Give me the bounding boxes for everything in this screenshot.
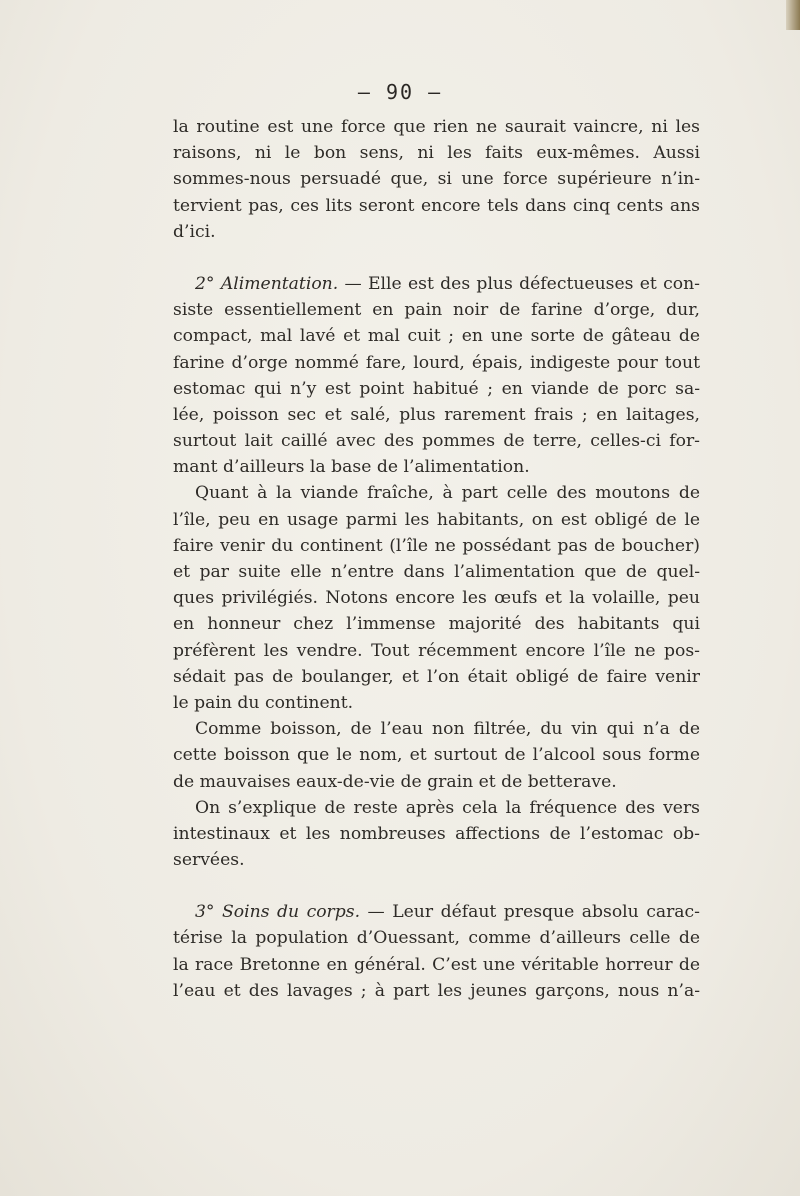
section-soins-du-corps [173,899,700,1004]
section-heading-line [173,899,700,925]
text-line: en honneur chez l’immense majorité des habitants qui [173,614,700,635]
paragraph-viande [173,480,700,716]
text-line: farine d’orge nommé fare, lourd, épais, indigeste pour tout [173,352,700,373]
section-alimentation [173,271,700,481]
text-line: ques privilégiés. Notons encore les œufs et la volaille, peu [173,588,700,609]
text-line: Quant à la viande fraîche, à part celle des moutons de [195,483,700,504]
text-line: mant d’ailleurs la base de l’alimentation. [173,457,530,478]
page-number: — 90 — [357,80,443,104]
section-gap [173,873,700,899]
text-line: servées. [173,850,245,871]
text-line: surtout lait caillé avec des pommes de terre, celles-ci for- [173,431,700,452]
section-heading-soins: 3° Soins du corps. [195,902,361,923]
text-line: d’ici. [173,221,216,242]
text-line: cette boisson que le nom, et surtout de l’alcool sous forme [173,745,700,766]
text-line: compact, mal lavé et mal cuit ; en une sorte de gâteau de [173,326,700,347]
text-line: le pain du continent. [173,692,354,713]
section-heading-line [173,271,700,297]
text-line: la race Bretonne en général. C’est une véritable horreur de [173,954,700,975]
section-gap [173,245,700,271]
text-line-rest: — Leur défaut presque absolu carac- [360,902,700,923]
text-line: estomac qui n’y est point habitué ; en viande de porc sa- [173,378,700,399]
text-line: intestinaux et les nombreuses affections de l’estomac ob- [173,823,700,844]
paragraph-routine [173,114,700,245]
paragraph-vers [173,795,700,874]
text-line: l’eau et des lavages ; à part les jeunes garçons, nous n’a- [173,980,700,1001]
paragraph-boisson [173,716,700,795]
body-text [173,114,700,1004]
text-line-rest: — Elle est des plus défectueuses et con- [338,273,700,294]
text-line: la routine est une force que rien ne saurait vaincre, ni les [173,117,700,137]
page-edge-mark [786,0,800,30]
text-line: et par suite elle n’entre dans l’alimentation que de quel- [173,562,700,582]
text-line: siste essentiellement en pain noir de farine d’orge, dur, [173,300,700,321]
text-line: tervient pas, ces lits seront encore tels dans cinq cents ans [173,195,700,216]
text-line: préfèrent les vendre. Tout récemment encore l’île ne pos- [173,640,700,661]
text-line: faire venir du continent (l’île ne possédant pas de boucher) [173,535,700,556]
text-line: raisons, ni le bon sens, ni les faits eux-mêmes. Aussi [173,143,700,164]
text-line: lée, poisson sec et salé, plus rarement frais ; en laitages, [173,404,700,425]
section-heading-alimentation: 2° Alimentation. [195,273,339,294]
text-line: l’île, peu en usage parmi les habitants, on est obligé de le [173,509,700,530]
text-line: On s’explique de reste après cela la fréquence des vers [195,797,700,818]
text-line: Comme boisson, de l’eau non filtrée, du vin qui n’a de [195,719,700,740]
text-line: sédait pas de boulanger, et l’on était obligé de faire venir [173,666,700,687]
text-line: térise la population d’Ouessant, comme d’ailleurs celle de [173,928,700,949]
text-line: sommes-nous persuadé que, si une force supérieure n’in- [173,169,700,190]
text-line: de mauvaises eaux-de-vie de grain et de betterave. [173,771,617,792]
